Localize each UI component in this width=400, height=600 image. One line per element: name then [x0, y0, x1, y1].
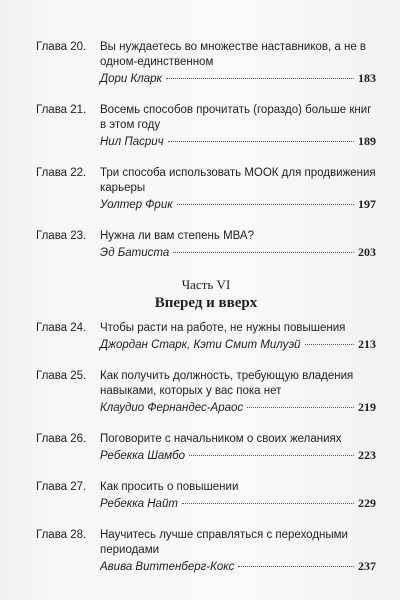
entry-body: [100, 321, 376, 353]
chapter-number: Глава 25.: [36, 370, 87, 382]
page-number: 197: [358, 197, 376, 211]
page-number: 219: [358, 400, 376, 414]
page-number: 183: [358, 71, 376, 85]
chapter-number: Глава 23.: [36, 230, 87, 242]
toc-entry: [36, 321, 376, 353]
entry-body: [100, 229, 376, 261]
chapter-author: Ребекка Найт: [100, 498, 178, 510]
entry-body: [100, 432, 376, 464]
chapter-number: Глава 20.: [36, 41, 87, 53]
entry-body: [100, 40, 376, 87]
chapter-title: Нужна ли вам степень МВА?: [100, 230, 255, 242]
chapter-number: Глава 26.: [36, 433, 87, 445]
chapter-author: Эд Батиста: [100, 247, 170, 259]
dot-leader: [182, 503, 354, 504]
page-number: 223: [358, 448, 376, 462]
author-line: [100, 448, 376, 464]
dot-leader: [166, 78, 354, 79]
dot-leader: [247, 407, 354, 408]
entry-body: [100, 103, 376, 150]
chapter-author: Авива Виттенберг-Кокс: [100, 561, 235, 573]
dot-leader: [177, 204, 354, 205]
author-line: [100, 337, 376, 353]
chapter-title: Три способа использовать МООК для продвижения карьеры: [100, 167, 376, 194]
toc-entry: [36, 166, 376, 213]
author-line: [100, 559, 376, 575]
chapter-author: Уолтер Фрик: [100, 199, 173, 211]
part-label: Часть VI: [181, 277, 231, 292]
toc-entry: [36, 528, 376, 575]
chapter-number: Глава 27.: [36, 481, 87, 493]
author-line: [100, 245, 376, 261]
author-line: [100, 197, 376, 213]
chapter-title: Как получить должность, требующую владения навыками, которых у вас пока нет: [100, 370, 354, 397]
toc-entry: [36, 229, 376, 261]
page-number: 213: [358, 337, 376, 351]
page-number: 229: [358, 496, 376, 510]
entry-body: [100, 166, 376, 213]
part-title: Вперед и вверх: [154, 295, 258, 311]
page-number: 203: [358, 245, 376, 259]
chapter-title: Восемь способов прочитать (гораздо) больше книг в этом году: [100, 104, 372, 131]
table-of-contents: [36, 40, 376, 591]
chapter-author: Ребекка Шамбо: [100, 450, 185, 462]
toc-entry: [36, 480, 376, 512]
chapter-title: Научитесь лучше справляться с переходными периодами: [100, 529, 348, 556]
chapter-number: Глава 21.: [36, 104, 87, 116]
chapter-author: Нил Пасрич: [100, 136, 164, 148]
chapter-title: Как просить о повышении: [100, 481, 239, 493]
chapter-author: Дори Кларк: [100, 73, 162, 85]
author-line: [100, 496, 376, 512]
dot-leader: [168, 141, 354, 142]
dot-leader: [189, 455, 354, 456]
author-line: [100, 71, 376, 87]
chapter-number: Глава 28.: [36, 529, 87, 541]
dot-leader: [238, 566, 354, 567]
toc-entry: [36, 432, 376, 464]
chapter-number: Глава 24.: [36, 322, 87, 334]
part-heading: [36, 277, 376, 313]
page-number: 237: [358, 559, 376, 573]
author-line: [100, 134, 376, 150]
dot-leader: [305, 344, 354, 345]
chapter-title: Вы нуждаетесь во множестве наставников, а не в одном-единственном: [100, 41, 367, 68]
toc-entry: [36, 40, 376, 87]
entry-body: [100, 528, 376, 575]
page-number: 189: [358, 134, 376, 148]
chapter-title: Поговорите с начальником о своих желаниях: [100, 433, 342, 445]
toc-entry: [36, 369, 376, 416]
entry-body: [100, 369, 376, 416]
toc-entry: [36, 103, 376, 150]
chapter-title: Чтобы расти на работе, не нужны повышения: [100, 322, 346, 334]
chapter-author: Джордан Старк, Кэти Смит Милуэй: [100, 339, 301, 351]
author-line: [100, 400, 376, 416]
entry-body: [100, 480, 376, 512]
dot-leader: [173, 252, 354, 253]
chapter-author: Клаудио Фернандес-Араос: [100, 402, 244, 414]
chapter-number: Глава 22.: [36, 167, 87, 179]
